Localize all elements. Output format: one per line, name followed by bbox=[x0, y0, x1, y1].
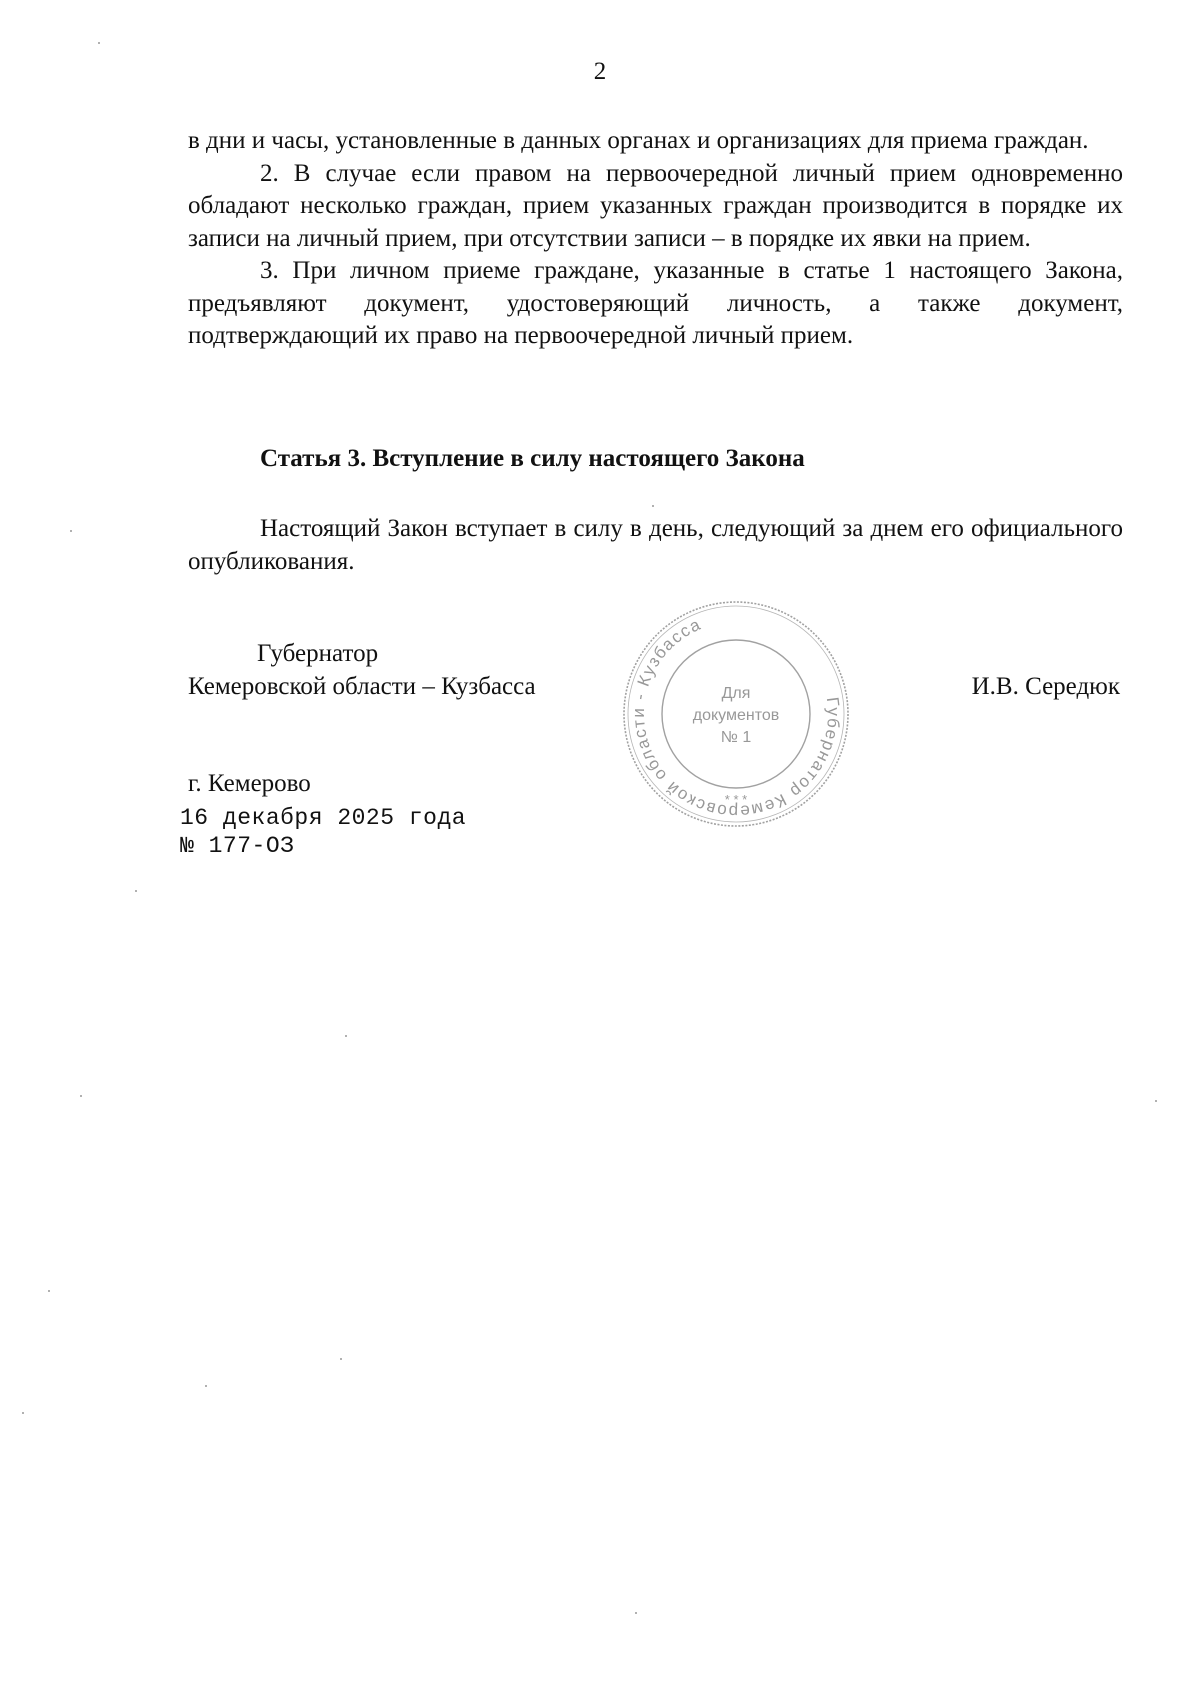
place-of-signing: г. Кемерово bbox=[188, 770, 311, 797]
scan-speck bbox=[345, 1035, 347, 1037]
body-text-article-3 bbox=[188, 513, 1123, 578]
scan-speck bbox=[652, 505, 654, 507]
page-number: 2 bbox=[593, 58, 607, 85]
official-stamp bbox=[620, 598, 852, 830]
scan-speck bbox=[135, 890, 137, 892]
scan-speck bbox=[1155, 1100, 1157, 1102]
scan-speck bbox=[205, 1385, 207, 1387]
stamp-inner-line3: № 1 bbox=[720, 729, 752, 746]
stamp-stars: * * * bbox=[724, 792, 748, 807]
paragraph-item-2: 2. В случае если правом на первоочередной личный прием одновременно обладают несколько граждан, прием указанных граждан производится в порядке их записи на личный прием, при отсутствии записи – в порядке их явки на прием. bbox=[188, 159, 1123, 252]
law-number: № 177-ОЗ bbox=[180, 833, 295, 859]
scan-speck bbox=[98, 42, 100, 44]
scan-speck bbox=[340, 1358, 342, 1360]
article-3-heading: Статья 3. Вступление в силу настоящего Закона bbox=[260, 445, 805, 472]
body-text-top bbox=[188, 125, 1123, 353]
signatory-title-line2: Кемеровской области – Кузбасса bbox=[188, 673, 536, 700]
paragraph-article-3: Настоящий Закон вступает в силу в день, следующий за днем его официального опубликования. bbox=[188, 515, 1123, 575]
stamp-inner-line1: Для bbox=[721, 685, 751, 702]
paragraph-continuation: в дни и часы, установленные в данных органах и организациях для приема граждан. bbox=[188, 127, 1089, 154]
signatory-title-line1: Губернатор bbox=[257, 640, 379, 667]
stamp-outer-text: Губернатор Кемеровской области - Кузбасса bbox=[628, 614, 844, 822]
paragraph-item-3: 3. При личном приеме граждане, указанные в статье 1 настоящего Закона, предъявляют документ, удостоверяющий личность, а также документ, подтверждающий их право на первоочередной личный прием. bbox=[188, 257, 1123, 349]
stamp-inner-line2: документов bbox=[692, 707, 780, 724]
scan-speck bbox=[70, 530, 72, 532]
scan-speck bbox=[80, 1095, 82, 1097]
signatory-name: И.В. Середюк bbox=[971, 673, 1120, 700]
signing-date: 16 декабря 2025 года bbox=[180, 805, 467, 831]
scan-speck bbox=[22, 1412, 24, 1414]
scan-speck bbox=[48, 1290, 50, 1292]
scan-speck bbox=[635, 1612, 637, 1614]
